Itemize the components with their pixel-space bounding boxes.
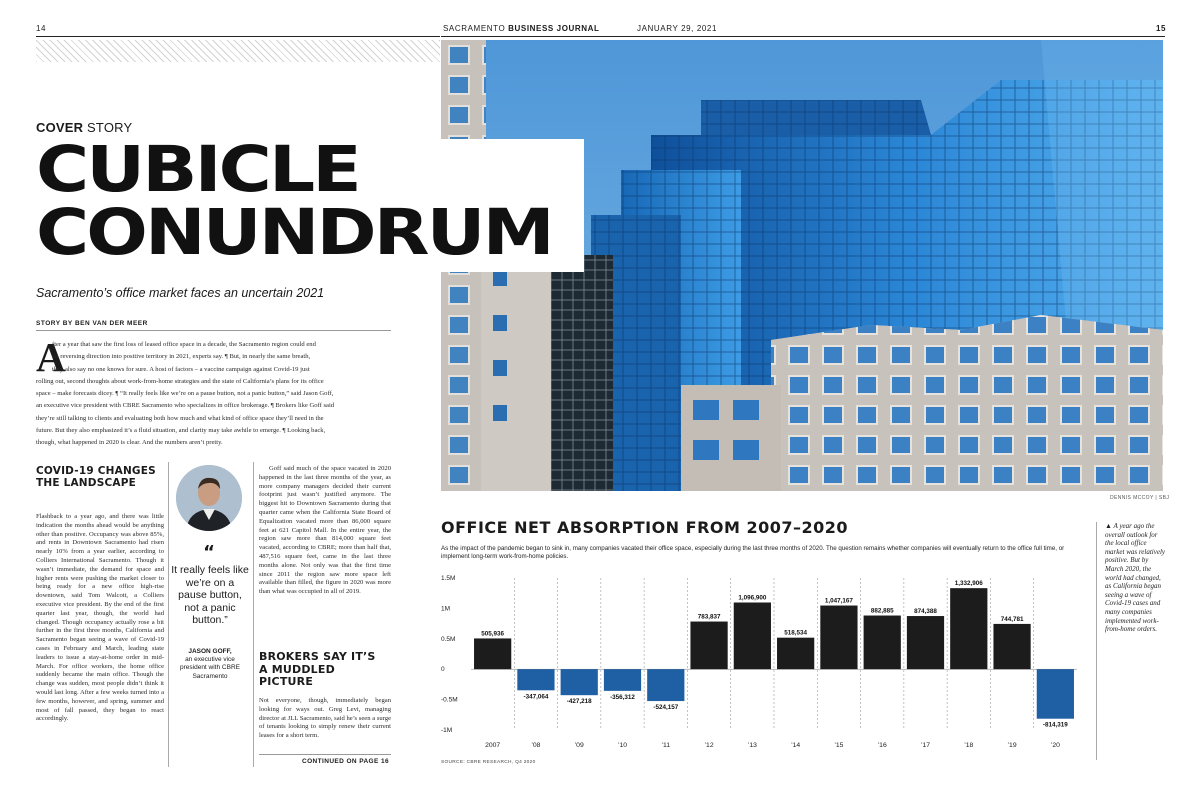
x-tick-label: ’14 — [791, 742, 801, 749]
data-label: -356,312 — [610, 693, 635, 701]
publication-name: SACRAMENTO BUSINESS JOURNAL — [443, 24, 600, 33]
x-tick-label: ’13 — [747, 742, 757, 749]
bar — [907, 616, 944, 669]
quote-mark: “ — [203, 542, 215, 563]
bar — [647, 669, 684, 701]
data-label: 1,047,167 — [824, 597, 853, 605]
subheadline: Sacramento’s office market faces an uncertain 2021 — [36, 286, 325, 300]
y-tick-label: 1M — [441, 605, 451, 613]
header-rule-left — [36, 36, 440, 37]
bar — [864, 616, 901, 670]
header-rule-right — [441, 36, 1165, 37]
y-tick-label: -1M — [441, 727, 453, 734]
page-number-left: 14 — [36, 24, 47, 33]
bar — [474, 638, 511, 669]
quote-attribution-name: JASON GOFF, — [188, 648, 232, 655]
pull-quote: It really feels like we’re on a pause button, not a panic button.” — [171, 564, 249, 626]
bar — [950, 588, 987, 669]
data-label: 882,885 — [870, 607, 894, 615]
data-label: 518,534 — [784, 629, 808, 637]
column-3-text: Goff said much of the space vacated in 2020 happened in the last three months of the year, as more company managers decided their current footprint just wasn’t justified anymore. The biggest hit to Downtown Sacramento during that quarter came when the California State Board of Equalization vacated more than 86,000 square feet at 621 Capitol Mall. In the entire year, the region saw more than 814,000 square feet vacated, according to CBRE; more than half that, 487,516 square feet, came in the last three months alone. Not only was that the first time since 2011 the region saw more space left available than filled, the figure in 2020 was more than what was occupied in all of 2019. — [259, 465, 391, 596]
page-number-right: 15 — [1156, 24, 1167, 33]
x-tick-label: ’16 — [877, 742, 887, 749]
y-tick-label: 0 — [441, 666, 445, 674]
y-tick-label: -0.5M — [441, 696, 458, 704]
bar — [604, 669, 641, 691]
lead-paragraph: fter a year that saw the first loss of leased office space in a decade, the Sacramento region could end up reversing direction into positive territory in 2021, experts say. ¶ But, in nearly the same breath, they also say no one knows for sure. A host of factors – a vaccine campaign against Covid-19 just rolling out, second thoughts about work-from-home strategies and the state of California’s plans for its office space – make forecasts dicey. ¶ “It really feels like we’re on a pause button, not a panic button,” said Jason Goff, an executive vice president with CBRE Sacramento who specializes in office brokerage. ¶ Brokers like Goff said they’re still talking to clients and evaluating both how much and what kind of office space they’ll need in the future. But they also emphasized it’s a fluid situation, and clarity may take awhile to emerge. ¶ Looking back, though, what happened in 2020 is clear. And the numbers aren’t pretty. — [36, 341, 335, 447]
headline — [36, 133, 552, 269]
column-3-text-2: Not everyone, though, immediately began looking for ways out. Greg Levi, managing director at JLL Sacramento, said he’s seen a surge of tenants looking to simply renew their current leases for a short term. — [259, 697, 391, 740]
data-label: 1,096,900 — [738, 594, 767, 602]
drop-cap: A — [36, 334, 66, 380]
section-kicker: COVER STORY — [36, 120, 133, 135]
data-label: -427,218 — [566, 698, 592, 706]
chart-source: SOURCE: CBRE RESEARCH, Q4 2020 — [441, 760, 536, 765]
byline-rule — [36, 330, 391, 331]
y-tick-label: 0.5M — [441, 635, 456, 643]
sidenote-rule — [1096, 522, 1097, 760]
y-tick-label: 1.5M — [441, 575, 456, 582]
chart-title: OFFICE NET ABSORPTION FROM 2007–2020 — [441, 518, 849, 537]
quote-attribution-title: an executive vice president with CBRE Sacramento — [180, 656, 240, 680]
chart-intro: As the impact of the pandemic began to sink in, many companies vacated their office space, especially during the last three months of 2020. The question remains whether companies will eventually return to the office full time, or implement long-term work-from-home policies. — [441, 545, 1065, 560]
section-heading-brokers: BROKERS SAY IT’S A MUDDLED PICTURE — [259, 650, 376, 688]
x-tick-label: 2007 — [485, 742, 501, 749]
bar — [993, 624, 1030, 669]
data-label: -347,064 — [523, 693, 549, 701]
section-heading-covid: COVID-19 CHANGES THE LANDSCAPE — [36, 465, 156, 489]
portrait-icon — [176, 465, 242, 531]
x-tick-label: ’15 — [834, 742, 844, 749]
x-tick-label: ’11 — [661, 742, 671, 749]
x-tick-label: ’19 — [1007, 742, 1017, 749]
bar — [517, 669, 554, 690]
column-1-text: Flashback to a year ago, and there was little indication the months ahead would be anything other than positive. Occupancy was above 85%, and rents in Downtown Sacramento had risen nearly 10% from a year earlier, according to Colliers International Sacramento. Though it wasn’t immediate, the demand for space and higher rents were pushing the market closer to being ready for a new office high-rise downtown, said Tom Walcott, a Colliers executive vice president. By the end of the first quarter last year, though, the world had changed. Though occupancy actually rose a bit further in the first three months, California and Sacramento began seeing a wave of Covid-19 cases in February and March, leading state leaders to issue a stay-at-home order in mid-March. For office workers, the home office suddenly became the main office. Though the change was sudden, most people didn’t think it would last long. After a few weeks turned into a few months, however, and spring, summer and most of fall passed, they began to react accordingly. — [36, 513, 164, 723]
data-label: 874,388 — [914, 608, 937, 616]
photo-caption-sidenote: ▲ A year ago the overall outlook for the local office market was relatively positive. But by March 2020, the world had changed, as California began seeing a wave of Covid-19 cases and many companies implemented work-from-home orders. — [1105, 522, 1166, 634]
continued-link[interactable]: CONTINUED ON PAGE 16 — [302, 758, 389, 765]
data-label: 783,837 — [697, 613, 721, 621]
data-label: -524,157 — [653, 704, 679, 712]
x-tick-label: ’12 — [704, 742, 714, 749]
net-absorption-chart — [441, 570, 1091, 756]
x-tick-label: ’18 — [964, 742, 974, 749]
hatch-band — [36, 40, 440, 62]
data-label: 505,936 — [481, 630, 505, 638]
issue-date: JANUARY 29, 2021 — [637, 24, 718, 33]
bar — [1037, 669, 1074, 719]
data-label: 744,781 — [1000, 615, 1024, 623]
x-tick-label: ’10 — [617, 742, 628, 749]
bar — [734, 603, 771, 670]
x-tick-label: ’17 — [920, 742, 931, 749]
byline: STORY BY BEN VAN DER MEER — [36, 320, 148, 327]
x-tick-label: ’09 — [574, 742, 584, 749]
bar — [777, 638, 814, 670]
data-label: -814,319 — [1042, 721, 1068, 729]
bar — [561, 669, 598, 695]
bar — [690, 622, 727, 670]
x-tick-label: ’20 — [1050, 742, 1060, 749]
continued-rule — [259, 754, 391, 755]
headline-line-2: CONUNDRUM — [36, 196, 552, 269]
x-tick-label: ’08 — [531, 742, 541, 749]
column-divider-2 — [253, 462, 254, 767]
data-label: 1,332,906 — [954, 580, 983, 588]
photo-credit: DENNIS MCCOY | SBJ — [1110, 495, 1170, 501]
column-divider-1 — [168, 462, 169, 767]
bar — [820, 606, 857, 670]
avatar — [176, 465, 242, 531]
headline-line-1: CUBICLE — [36, 133, 359, 206]
